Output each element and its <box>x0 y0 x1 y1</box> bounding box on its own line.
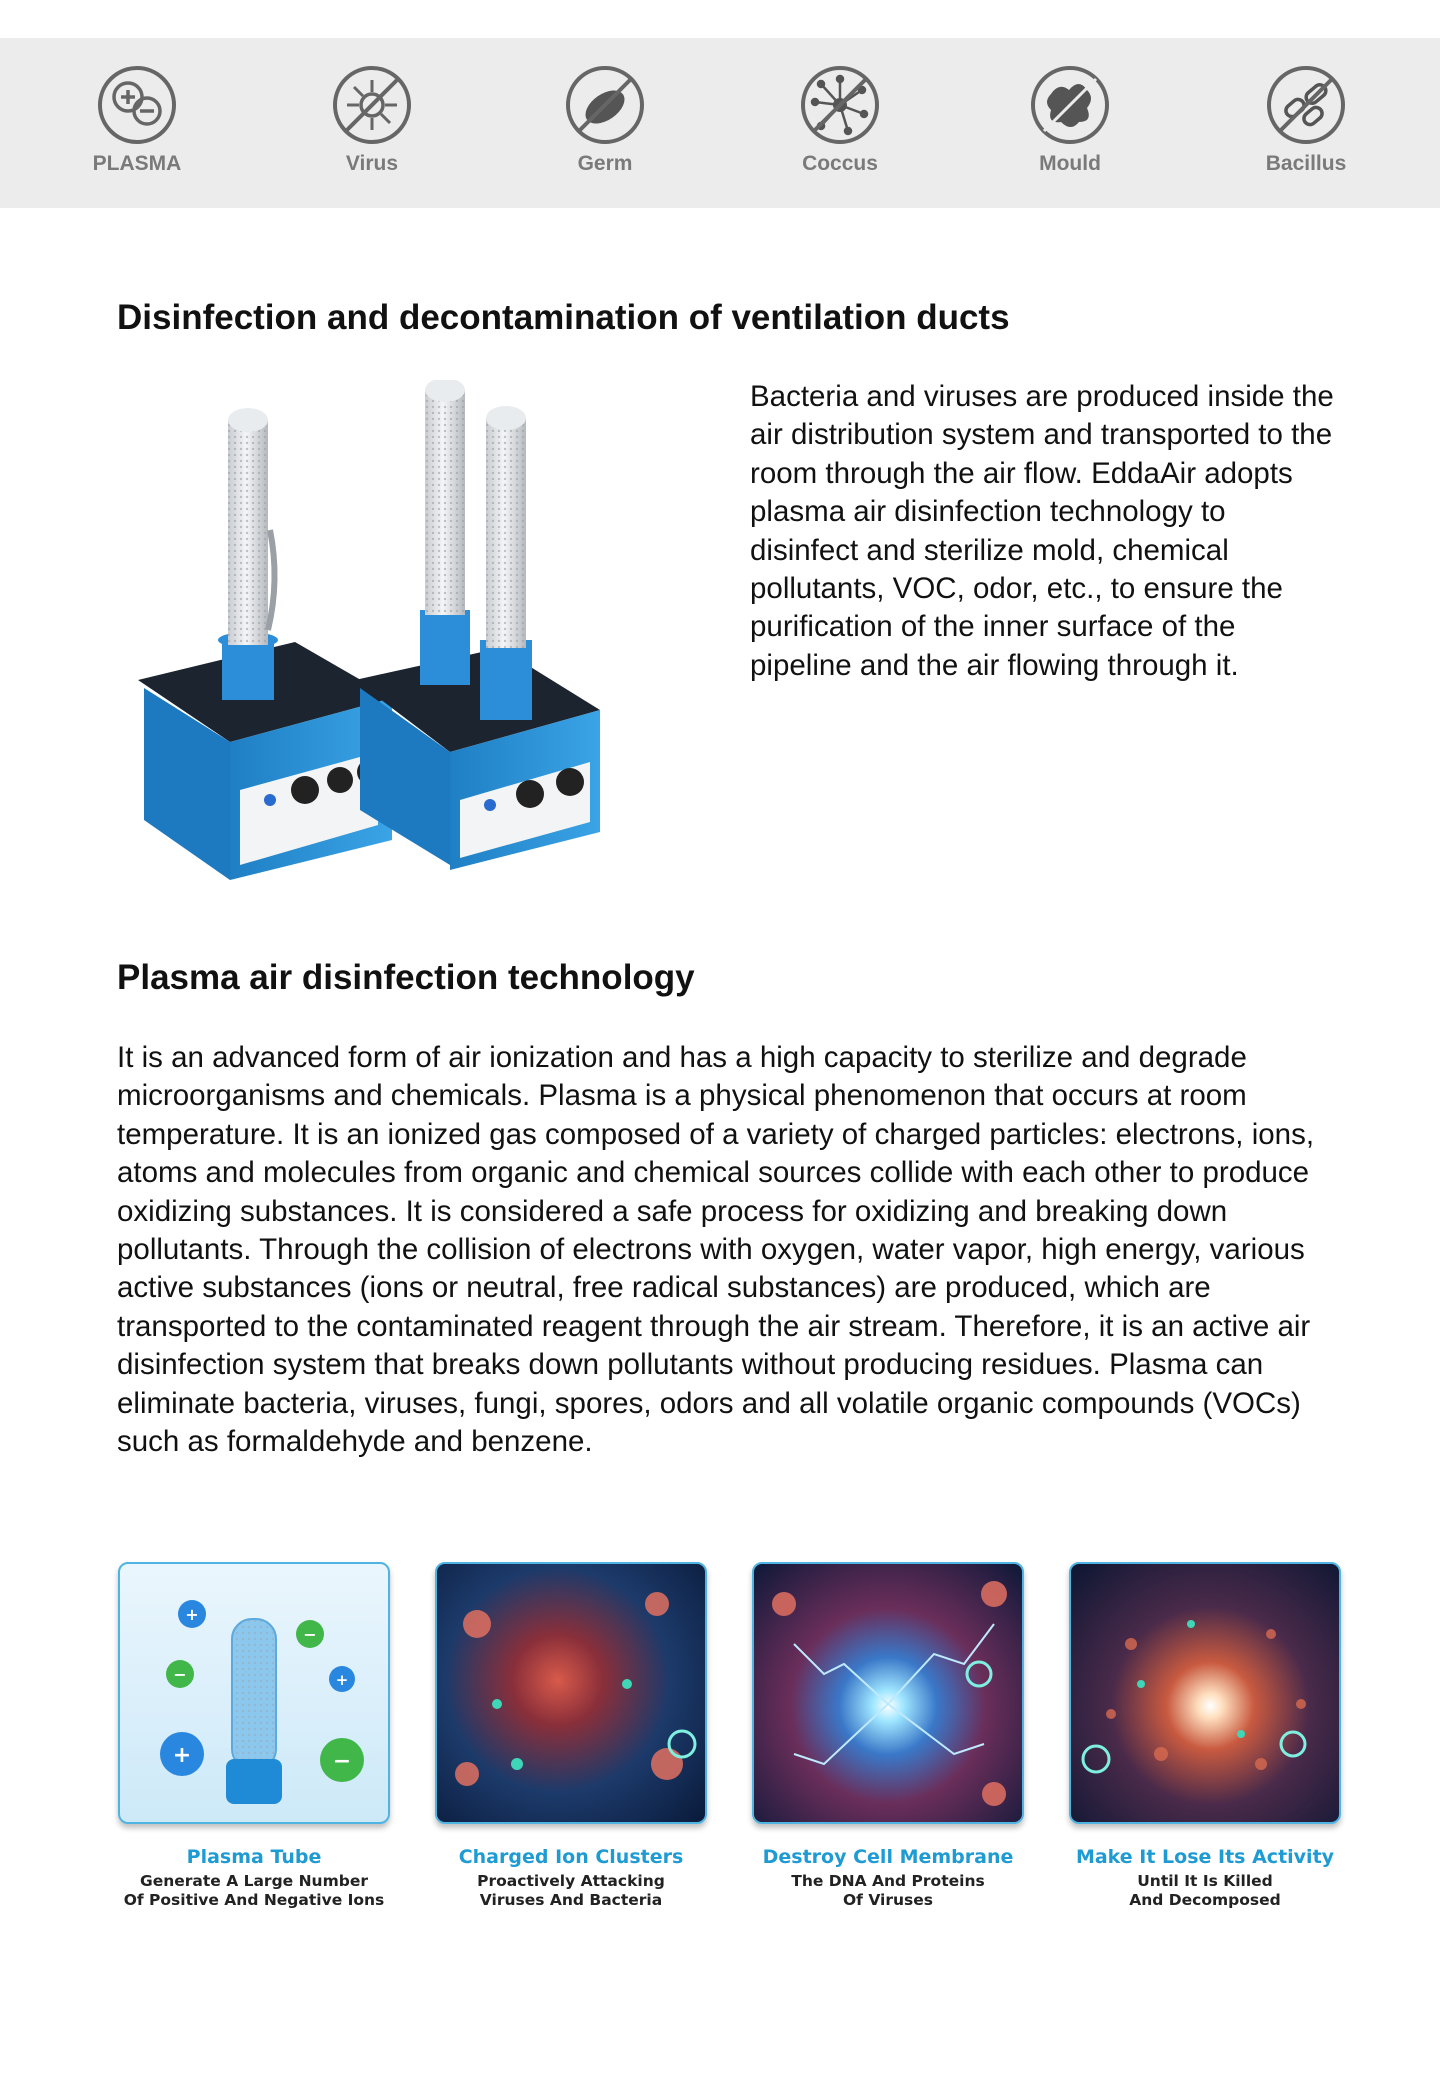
virus-icon <box>331 64 413 146</box>
section1-body: Bacteria and viruses are produced inside the air distribution system and transported to the room through the air flow. EddaAir adopts plasma air disinfection technology to disinfect and sterilize mold, chemical pollutants, VOC, odor, etc., to ensure the purification of the inner surface of the pipeline and the air flowing through it. <box>750 380 1334 682</box>
germ-icon <box>564 64 646 146</box>
coccus-icon <box>799 64 881 146</box>
destroy-membrane-illustration <box>752 1562 1024 1824</box>
step-title: Destroy Cell Membrane <box>762 1846 1014 1868</box>
pathogen-label: Mould <box>1039 152 1101 175</box>
step-subtitle-line: Viruses And Bacteria <box>479 1891 663 1909</box>
step-card-plasma-tube <box>118 1562 390 1910</box>
svg-text:+: + <box>335 1671 349 1689</box>
step-title: Make It Lose Its Activity <box>1075 1846 1335 1868</box>
step-title: Plasma Tube <box>186 1846 322 1868</box>
pathogen-label: PLASMA <box>92 152 182 175</box>
pathogen-item-virus <box>302 64 442 176</box>
step-card-lose-activity <box>1069 1562 1341 1910</box>
step-subtitle-line: And Decomposed <box>1129 1891 1281 1909</box>
svg-text:+: + <box>185 1605 199 1624</box>
pathogen-item-plasma <box>67 64 207 176</box>
step-subtitle-line: Generate A Large Number <box>140 1872 368 1890</box>
pathogen-label: Bacillus <box>1265 152 1347 175</box>
plasma-ion-icon <box>96 64 178 146</box>
step-subtitle <box>1069 1872 1341 1910</box>
product-image <box>130 380 650 890</box>
svg-text:−: − <box>332 1749 352 1774</box>
plasma-unit-left <box>138 408 392 880</box>
pathogen-label: Coccus <box>802 152 878 175</box>
pathogen-item-coccus <box>770 64 910 176</box>
plasma-unit-right <box>355 380 600 870</box>
pathogen-label: Virus <box>345 152 399 175</box>
mould-icon <box>1029 64 1111 146</box>
pathogen-label: Germ <box>577 152 633 175</box>
lose-activity-illustration <box>1069 1562 1341 1824</box>
bacillus-icon <box>1265 64 1347 146</box>
section-title-plasma: Plasma air disinfection technology <box>117 958 695 997</box>
step-card-ion-clusters <box>435 1562 707 1910</box>
step-subtitle-line: Proactively Attacking <box>477 1872 665 1890</box>
section-title-ducts: Disinfection and decontamination of ventilation ducts <box>117 298 1010 337</box>
section2-body: It is an advanced form of air ionization and has a high capacity to sterilize and degrade microorganisms and chemicals. Plasma is a physical phenomenon that occurs at room temperature. It is an ionized gas composed of a variety of charged particles: electrons, ions, atoms and molecules from organic and chemical sources collide with each other to produce oxidizing substances. It is considered a safe process for oxidizing and breaking down pollutants. Through the collision of electrons with oxygen, water vapor, high energy, various active substances (ions or neutral, free radical substances) are produced, which are transported to the contaminated reagent through the air stream. Therefore, it is an active air disinfection system that breaks down pollutants without producing residues. Plasma can eliminate bacteria, viruses, fungi, spores, odors and all volatile organic compounds (VOCs) such as formaldehyde and benzene. <box>117 1041 1315 1459</box>
svg-text:−: − <box>173 1665 187 1684</box>
step-subtitle-line: Of Positive And Negative Ions <box>123 1891 385 1909</box>
pathogen-item-germ <box>535 64 675 176</box>
step-subtitle <box>118 1872 390 1910</box>
step-subtitle <box>435 1872 707 1910</box>
step-subtitle-line: The DNA And Proteins <box>791 1872 985 1890</box>
step-title: Charged Ion Clusters <box>458 1846 684 1868</box>
step-subtitle <box>752 1872 1024 1910</box>
pathogen-item-bacillus <box>1236 64 1376 176</box>
step-subtitle-line: Of Viruses <box>843 1891 933 1909</box>
step-subtitle-line: Until It Is Killed <box>1137 1872 1273 1890</box>
pathogen-icon-bar <box>0 38 1440 208</box>
plasma-tube-illustration <box>118 1562 390 1824</box>
ion-clusters-illustration <box>435 1562 707 1824</box>
svg-text:+: + <box>172 1743 192 1768</box>
step-card-destroy-membrane <box>752 1562 1024 1910</box>
svg-text:−: − <box>303 1625 317 1644</box>
pathogen-item-mould <box>1000 64 1140 176</box>
